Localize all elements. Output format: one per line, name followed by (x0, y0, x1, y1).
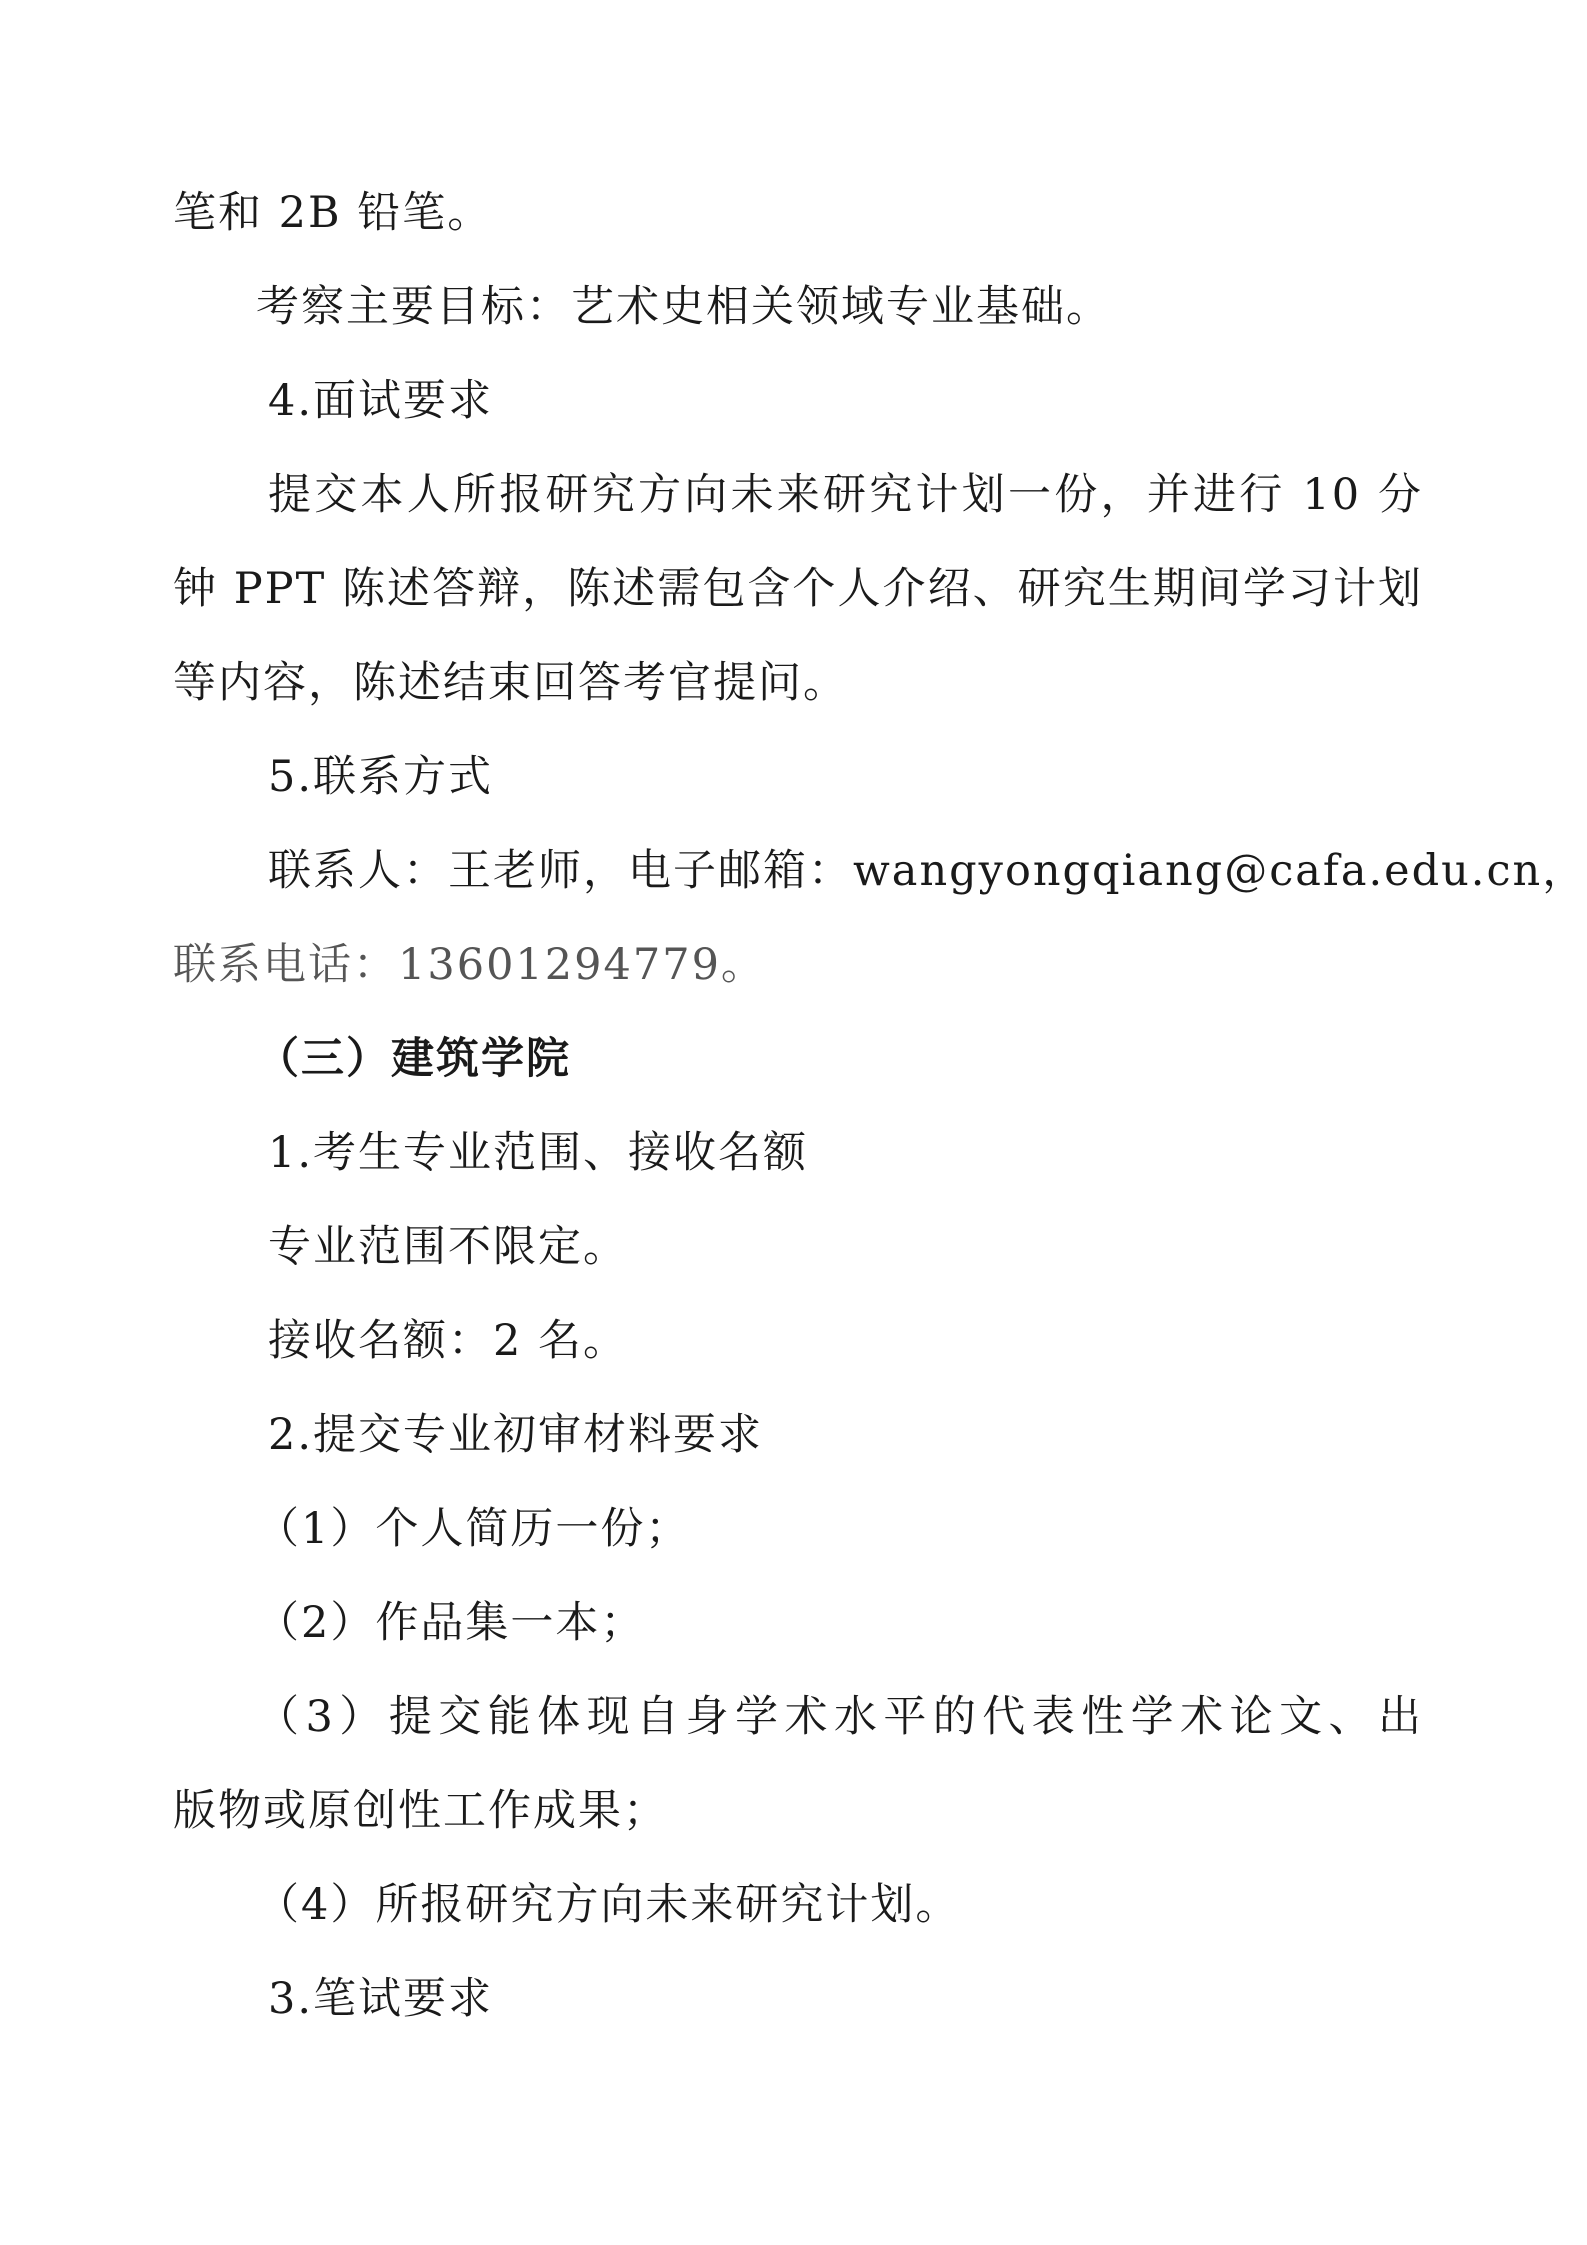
list-item: （2）作品集一本； (256, 1598, 646, 1648)
list-item-continuation: 版物或原创性工作成果； (173, 1786, 668, 1836)
list-item: （1）个人简历一份； (256, 1504, 691, 1554)
text-line: 等内容，陈述结束回答考官提问。 (173, 658, 848, 708)
contact-phone-line: 联系电话：13601294779。 (173, 940, 766, 990)
text-line: 接收名额：2 名。 (268, 1316, 629, 1366)
section-heading: 5.联系方式 (268, 752, 494, 802)
text-line: 专业范围不限定。 (268, 1222, 628, 1272)
text-line: 考察主要目标：艺术史相关领域专业基础。 (256, 282, 1111, 332)
section-heading: 4.面试要求 (268, 376, 494, 426)
section-title: （三）建筑学院 (256, 1034, 571, 1084)
section-heading: 3.笔试要求 (268, 1974, 494, 2024)
section-heading: 1.考生专业范围、接收名额 (268, 1128, 809, 1178)
contact-line: 联系人：王老师，电子邮箱：wangyongqiang@cafa.edu.cn， (268, 846, 1587, 896)
section-heading: 2.提交专业初审材料要求 (268, 1410, 764, 1460)
list-item: （4）所报研究方向未来研究计划。 (256, 1880, 961, 1930)
list-item: （3）提交能体现自身学术水平的代表性学术论文、出 (256, 1692, 1423, 1742)
text-line: 笔和 2B 铅笔。 (173, 188, 493, 238)
text-line: 钟 PPT 陈述答辩，陈述需包含个人介绍、研究生期间学习计划 (173, 564, 1423, 614)
text-line: 提交本人所报研究方向未来研究计划一份，并进行 10 分 (268, 470, 1423, 520)
